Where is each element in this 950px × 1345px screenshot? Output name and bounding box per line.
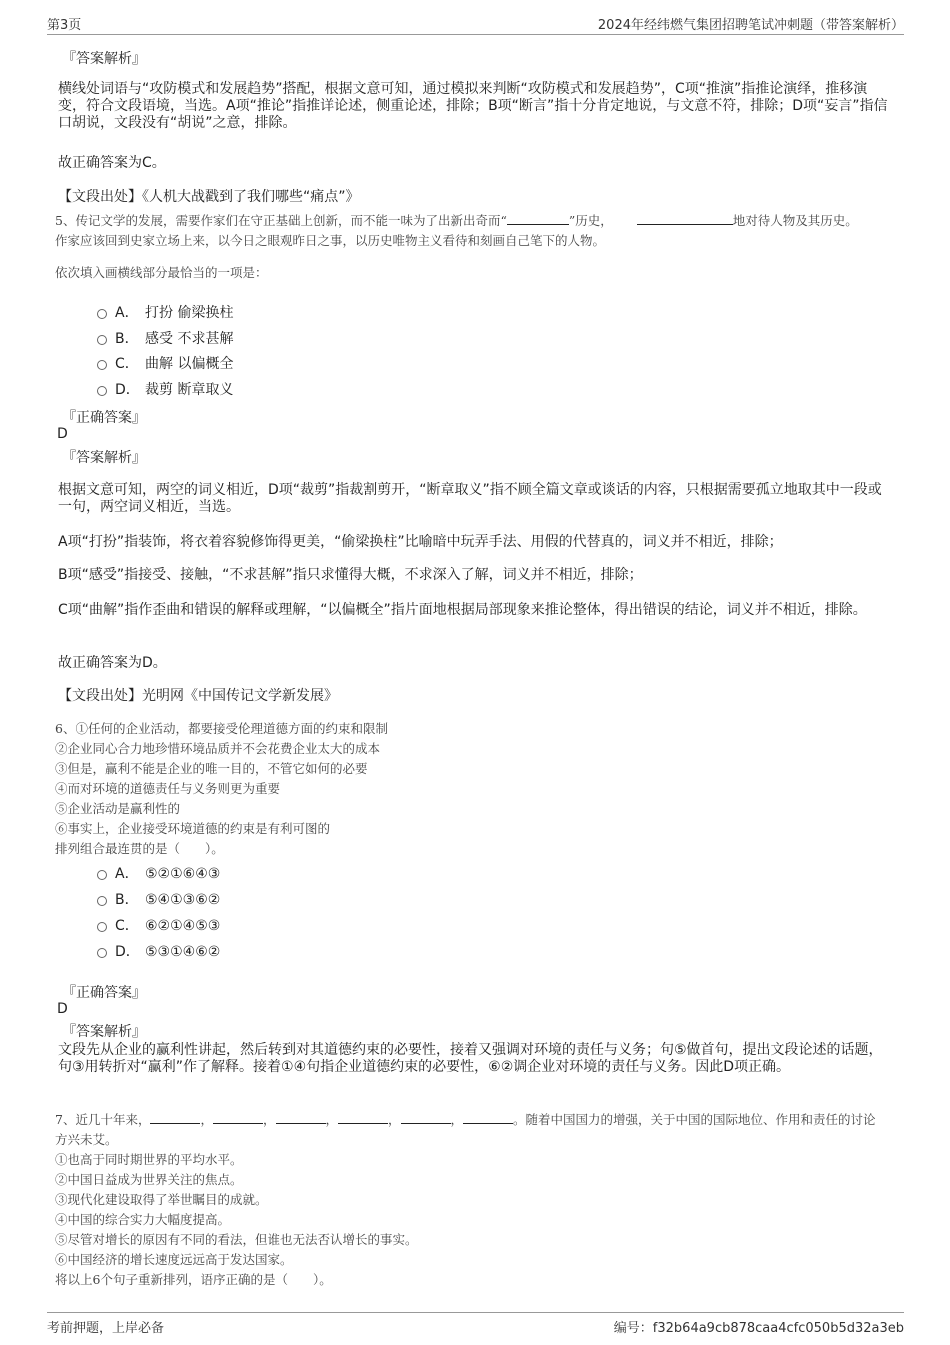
radio-icon[interactable] [97, 870, 107, 880]
blank [463, 1111, 513, 1124]
q6-line: 6、①任何的企业活动，都要接受伦理道德方面的约束和限制 [55, 721, 388, 736]
footer-slogan: 考前押题，上岸必备 [47, 1321, 165, 1336]
q5-option-c[interactable]: C． 曲解 以偏概全 [97, 353, 233, 373]
q4-conclusion: 故正确答案为C。 [58, 155, 166, 171]
q7-line: ①也高于同时期世界的平均水平。 [55, 1152, 243, 1167]
page-header [47, 14, 904, 35]
radio-icon[interactable] [97, 335, 107, 345]
q5-option-b[interactable]: B． 感受 不求甚解 [97, 328, 233, 348]
q5-option-c-explain: C项“曲解”指作歪曲和错误的解释或理解，“以偏概全”指片面地根据局部现象来推论整体，得出错误的结论，词义并不相近，排除。 [58, 602, 867, 618]
q4-analysis: 横线处词语与“攻防模式和发展趋势”搭配，根据文意可知，通过模拟来判断“攻防模式和发展趋势”，C项“推演”指推论演绎，推移演变，符合文段语境，当选。A项“推论”指推详论述，侧重论述，排除；B项“断言”指十分肯定地说，与文意不符，排除；D项“妄言”指信口胡说，文段没有“胡说”之意，排除。 [58, 81, 888, 131]
q6-line: ⑤企业活动是赢利性的 [55, 801, 181, 816]
q6-analysis: 文段先从企业的赢利性讲起，然后转到对其道德约束的必要性，接着又强调对环境的责任与义务；句⑤做首句，提出文段论述的话题，句③用转折对“赢利”作了解释。接着①④句指企业道德约束的必要性，⑥②调企业对环境的责任与义务。因此D项正确。 [58, 1042, 883, 1075]
q7-sentences [55, 1150, 418, 1290]
blank [213, 1111, 263, 1124]
q6-option-c[interactable]: C． ⑥②①④⑤③ [97, 915, 220, 935]
q6-line: ⑥事实上，企业接受环境道德的约束是有利可图的 [55, 821, 331, 836]
blank [637, 212, 733, 225]
q5-option-d[interactable]: D． 裁剪 断章取义 [97, 379, 233, 399]
page-footer [47, 1312, 904, 1335]
q7-line: ④中国的综合实力大幅度提高。 [55, 1212, 231, 1227]
q6-line: ③但是，赢利不能是企业的唯一目的，不管它如何的必要 [55, 761, 368, 776]
radio-icon[interactable] [97, 386, 107, 396]
page-number: 第3页 [47, 18, 82, 33]
q6-line: ②企业同心合力地珍惜环境品质并不会花费企业太大的成本 [55, 741, 381, 756]
q5-source: 【文段出处】光明网《中国传记文学新发展》 [58, 688, 338, 704]
q6-option-d[interactable]: D． ⑤③①④⑥② [97, 941, 220, 961]
q7-stem-line2: 方兴未艾。 [55, 1132, 118, 1147]
q5-analysis-label: 『答案解析』 [62, 450, 146, 466]
q6-line: 排列组合最连贯的是（ ）。 [55, 841, 224, 856]
blank [507, 212, 569, 225]
q6-line: ④而对环境的道德责任与义务则更为重要 [55, 781, 281, 796]
blank [150, 1111, 200, 1124]
q5-stem: 5、传记文学的发展，需要作家们在守正基础上创新，而不能一味为了出新出奇而“ ”历史， 地对待人物及其历史。 [55, 213, 858, 228]
footer-serial: 编号：f32b64a9cb878caa4cfc050b5d32a3eb [613, 1321, 904, 1336]
radio-icon[interactable] [97, 948, 107, 958]
blank [338, 1111, 388, 1124]
q7-line: ⑤尽管对增长的原因有不同的看法，但谁也无法否认增长的事实。 [55, 1232, 418, 1247]
q6-stem [55, 719, 388, 859]
q7-line: ③现代化建设取得了举世瞩目的成就。 [55, 1192, 268, 1207]
q7-line: ②中国日益成为世界关注的焦点。 [55, 1172, 243, 1187]
q7-line: 将以上6个句子重新排列，语序正确的是（ ）。 [55, 1272, 332, 1287]
q4-analysis-label: 『答案解析』 [62, 51, 146, 67]
q5-correct-label: 『正确答案』 [62, 410, 146, 426]
radio-icon[interactable] [97, 360, 107, 370]
radio-icon[interactable] [97, 309, 107, 319]
blank [401, 1111, 451, 1124]
blank [276, 1111, 326, 1124]
q6-option-b[interactable]: B． ⑤④①③⑥② [97, 889, 220, 909]
q7-stem: 7、近几十年来， ， ， ， ， ， 。随着中国国力的增强，关于中国的国际地位、作用和责任的讨论 [55, 1112, 876, 1127]
q5-option-a-explain: A项“打扮”指装饰，将衣着容貌修饰得更美，“偷梁换柱”比喻暗中玩弄手法、用假的代替真的，词义并不相近，排除； [58, 534, 783, 550]
q5-option-b-explain: B项“感受”指接受、接触，“不求甚解”指只求懂得大概，不求深入了解，词义并不相近，排除； [58, 567, 643, 583]
q5-analysis: 根据文意可知，两空的词义相近，D项“裁剪”指裁割剪开，“断章取义”指不顾全篇文章或谈话的内容，只根据需要孤立地取其中一段或一句，两空词义相近，当选。 [58, 482, 882, 515]
q6-correct-label: 『正确答案』 [62, 985, 146, 1001]
document-title: 2024年经纬燃气集团招聘笔试冲刺题（带答案解析） [597, 18, 904, 33]
q6-correct-answer: D [57, 1001, 68, 1017]
q5-stem-line2: 作家应该回到史家立场上来，以今日之眼观昨日之事，以历史唯物主义看待和刻画自己笔下的人物。 [55, 233, 606, 248]
q5-option-a[interactable]: A． 打扮 偷梁换柱 [97, 302, 233, 322]
radio-icon[interactable] [97, 896, 107, 906]
q7-line: ⑥中国经济的增长速度远远高于发达国家。 [55, 1252, 293, 1267]
q5-prompt: 依次填入画横线部分最恰当的一项是： [55, 265, 268, 280]
q6-option-a[interactable]: A． ⑤②①⑥④③ [97, 863, 220, 883]
radio-icon[interactable] [97, 922, 107, 932]
q6-analysis-label: 『答案解析』 [62, 1024, 146, 1040]
q5-conclusion: 故正确答案为D。 [58, 655, 167, 671]
q4-source: 【文段出处】《人机大战戳到了我们哪些“痛点”》 [58, 189, 360, 205]
q5-correct-answer: D [57, 426, 68, 442]
